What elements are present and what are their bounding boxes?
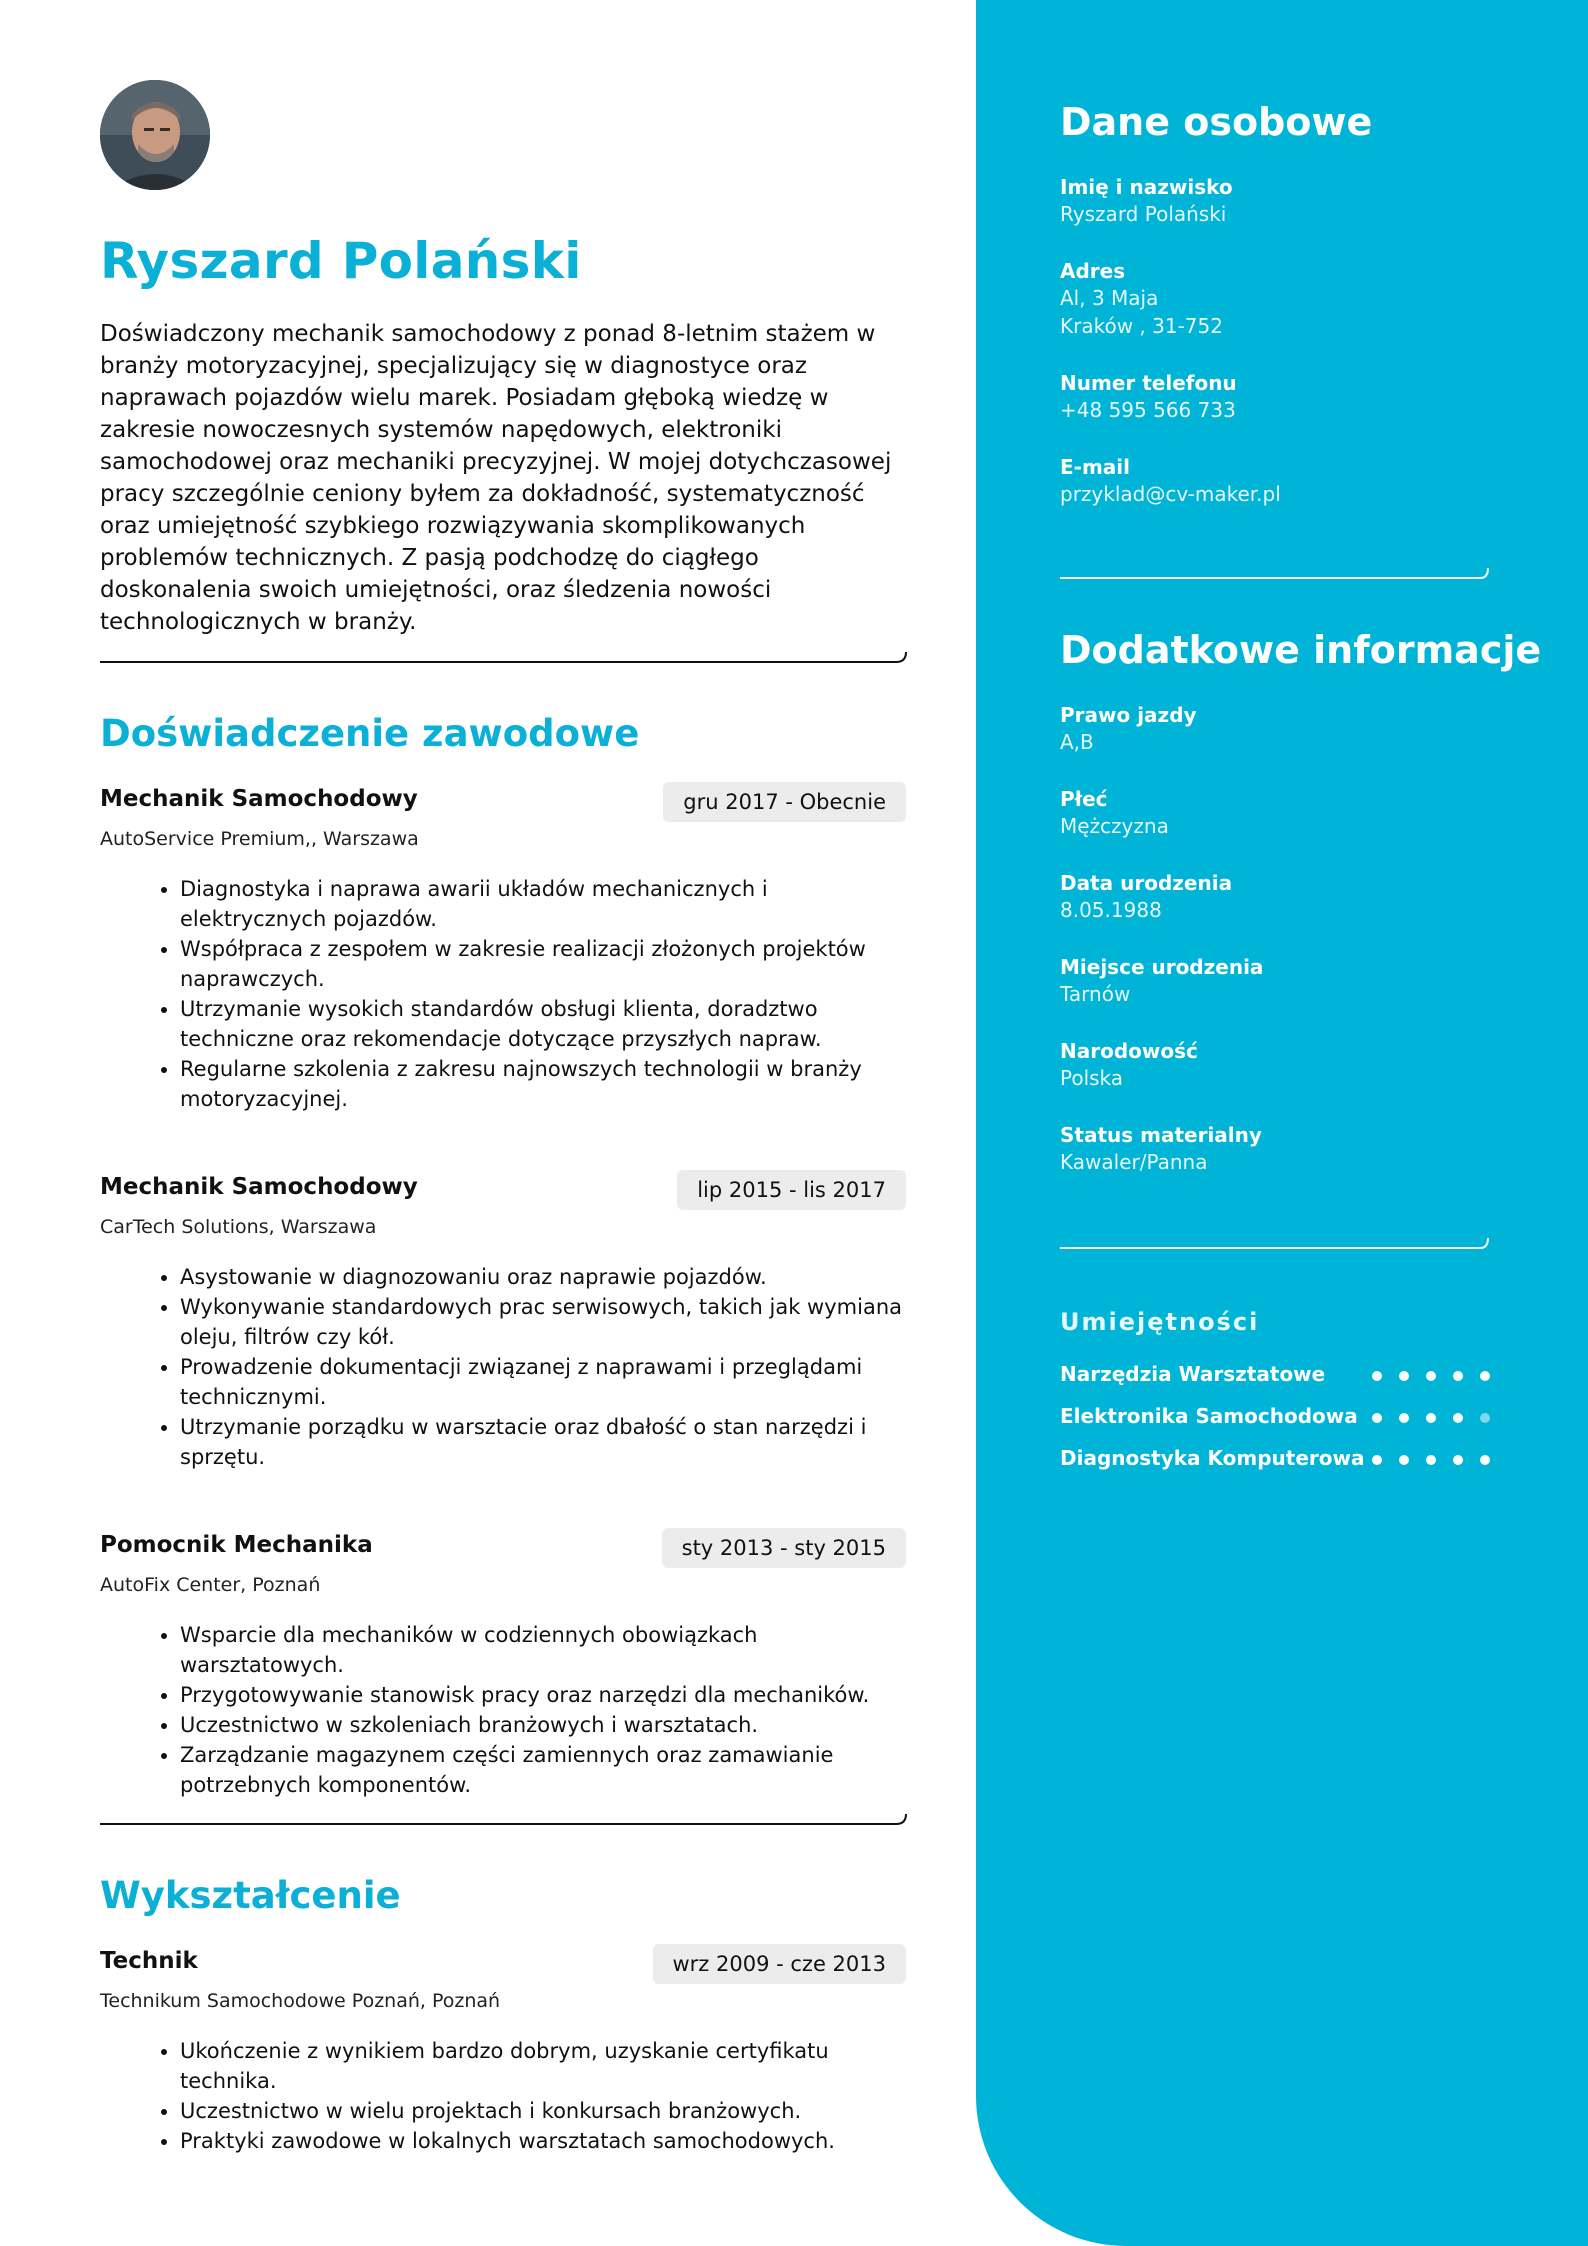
skill-dot-filled [1426, 1455, 1436, 1465]
job-header [100, 1170, 906, 1212]
skill-dot-filled [1372, 1455, 1382, 1465]
job-entry [100, 1170, 906, 1472]
skills-heading: Umiejętności [1060, 1308, 1260, 1336]
sidebar-divider [1060, 1234, 1490, 1250]
additional-info-heading: Dodatkowe informacje [1060, 628, 1542, 672]
list-item: • Uczestnictwo w szkoleniach branżowych i warsztatach. [180, 1710, 906, 1740]
job-company: AutoService Premium,, Warszawa [100, 828, 419, 850]
field-label: Narodowość [1060, 1039, 1198, 1063]
candidate-name: Ryszard Polański [100, 232, 582, 290]
experience-heading: Doświadczenie zawodowe [100, 712, 640, 755]
personal-data-heading: Dane osobowe [1060, 100, 1373, 144]
avatar [100, 80, 210, 190]
education-entry [100, 1944, 906, 2156]
sidebar [976, 0, 1588, 2246]
list-item: • Utrzymanie porządku w warsztacie oraz dbałość o stan narzędzi i sprzętu. [180, 1412, 906, 1472]
profile-summary: Doświadczony mechanik samochodowy z ponad 8-letnim stażem w branży motoryzacyjnej, specjalizujący się w diagnostyce oraz naprawach pojazdów wielu marek. Posiadam głęboką wiedzę w zakresie nowoczesnych systemów napędowych, elektroniki samochodowej oraz mechaniki precyzyjnej. W mojej dotychczasowej pracy szczególnie ceniony byłem za dokładność, systematyczność oraz umiejętność szybkiego rozwiązywania skomplikowanych problemów technicznych. Z pasją podchodzę do ciągłego doskonalenia swoich umiejętności, oraz śledzenia nowości technologicznych w branży. [100, 321, 892, 635]
skill-name: Elektronika Samochodowa [1060, 1404, 1358, 1428]
list-item: • Asystowanie w diagnozowaniu oraz naprawie pojazdów. [180, 1262, 906, 1292]
skill-level-dots [1372, 1455, 1490, 1467]
field-value: +48 595 566 733 [1060, 398, 1236, 422]
job-header [100, 1528, 906, 1570]
skill-dot-filled [1480, 1455, 1490, 1465]
job-duties-list [100, 874, 906, 1114]
sidebar-divider [1060, 564, 1490, 580]
field-nationality [1060, 1038, 1520, 1092]
field-value: Ryszard Polański [1060, 202, 1227, 226]
job-company: AutoFix Center, Poznań [100, 1574, 321, 1596]
field-value: Polska [1060, 1066, 1124, 1090]
job-date-badge: sty 2013 - sty 2015 [662, 1528, 906, 1568]
list-item: • Przygotowywanie stanowisk pracy oraz narzędzi dla mechaników. [180, 1680, 906, 1710]
list-item: • Uczestnictwo w wielu projektach i konkursach branżowych. [180, 2096, 906, 2126]
skill-row [1060, 1404, 1490, 1434]
skill-dot-filled [1372, 1413, 1382, 1423]
skill-dot-empty [1480, 1413, 1490, 1423]
field-value: 8.05.1988 [1060, 898, 1162, 922]
education-school: Technikum Samochodowe Poznań, Poznań [100, 1990, 501, 2012]
field-label: Miejsce urodzenia [1060, 955, 1264, 979]
field-full-name [1060, 174, 1520, 228]
list-item: • Zarządzanie magazynem części zamiennych oraz zamawianie potrzebnych komponentów. [180, 1740, 906, 1800]
skill-dot-filled [1453, 1413, 1463, 1423]
field-value: Tarnów [1060, 982, 1131, 1006]
skill-dot-filled [1426, 1371, 1436, 1381]
field-label: Status materialny [1060, 1123, 1262, 1147]
list-item: • Praktyki zawodowe w lokalnych warsztatach samochodowych. [180, 2126, 906, 2156]
field-address [1060, 258, 1520, 340]
skill-dot-filled [1399, 1371, 1409, 1381]
education-details-list [100, 2036, 906, 2156]
list-item: • Współpraca z zespołem w zakresie realizacji złożonych projektów naprawczych. [180, 934, 906, 994]
skill-name: Diagnostyka Komputerowa [1060, 1446, 1365, 1470]
field-value: Al, 3 Maja [1060, 286, 1159, 310]
skill-level-dots [1372, 1413, 1490, 1425]
job-header [100, 782, 906, 824]
skill-dot-filled [1426, 1413, 1436, 1423]
skill-level-dots [1372, 1371, 1490, 1383]
field-value: A,B [1060, 730, 1094, 754]
list-item: • Utrzymanie wysokich standardów obsługi klienta, doradztwo techniczne oraz rekomendacje dotyczące przyszłych napraw. [180, 994, 906, 1054]
field-email [1060, 454, 1520, 508]
job-duties-list [100, 1620, 906, 1800]
job-entry [100, 782, 906, 1114]
job-company: CarTech Solutions, Warszawa [100, 1216, 377, 1238]
skill-dot-filled [1453, 1371, 1463, 1381]
field-label: E-mail [1060, 455, 1131, 479]
job-date-badge: gru 2017 - Obecnie [663, 782, 906, 822]
field-value: przyklad@cv-maker.pl [1060, 482, 1281, 506]
list-item: • Diagnostyka i naprawa awarii układów mechanicznych i elektrycznych pojazdów. [180, 874, 906, 934]
job-title: Mechanik Samochodowy [100, 1174, 418, 1200]
field-birth-date [1060, 870, 1520, 924]
skill-dot-filled [1399, 1413, 1409, 1423]
section-divider [100, 648, 908, 664]
list-item: • Wykonywanie standardowych prac serwisowych, takich jak wymiana oleju, filtrów czy kół. [180, 1292, 906, 1352]
education-title: Technik [100, 1948, 198, 1974]
job-title: Pomocnik Mechanika [100, 1532, 373, 1558]
field-phone [1060, 370, 1520, 424]
skill-name: Narzędzia Warsztatowe [1060, 1362, 1326, 1386]
field-label: Płeć [1060, 787, 1108, 811]
field-label: Prawo jazdy [1060, 703, 1197, 727]
field-label: Numer telefonu [1060, 371, 1237, 395]
skill-dot-filled [1372, 1371, 1382, 1381]
skill-row [1060, 1446, 1490, 1476]
job-date-badge: lip 2015 - lis 2017 [677, 1170, 906, 1210]
field-value: Mężczyzna [1060, 814, 1169, 838]
list-item: • Prowadzenie dokumentacji związanej z naprawami i przeglądami technicznymi. [180, 1352, 906, 1412]
field-driving-license [1060, 702, 1520, 756]
list-item: • Wsparcie dla mechaników w codziennych obowiązkach warsztatowych. [180, 1620, 906, 1680]
job-entry [100, 1528, 906, 1800]
education-date-badge: wrz 2009 - cze 2013 [653, 1944, 907, 1984]
field-label: Imię i nazwisko [1060, 175, 1233, 199]
list-item: • Regularne szkolenia z zakresu najnowszych technologii w branży motoryzacyjnej. [180, 1054, 906, 1114]
skill-dot-filled [1480, 1371, 1490, 1381]
field-marital-status [1060, 1122, 1520, 1176]
job-title: Mechanik Samochodowy [100, 786, 418, 812]
field-gender [1060, 786, 1520, 840]
skill-dot-filled [1453, 1455, 1463, 1465]
field-birth-place [1060, 954, 1520, 1008]
education-heading: Wykształcenie [100, 1874, 401, 1917]
field-label: Data urodzenia [1060, 871, 1233, 895]
job-duties-list [100, 1262, 906, 1472]
list-item: • Ukończenie z wynikiem bardzo dobrym, uzyskanie certyfikatu technika. [180, 2036, 906, 2096]
education-header [100, 1944, 906, 1986]
skill-dot-filled [1399, 1455, 1409, 1465]
section-divider [100, 1810, 908, 1826]
field-value: Kraków , 31-752 [1060, 314, 1223, 338]
skill-row [1060, 1362, 1490, 1392]
field-value: Kawaler/Panna [1060, 1150, 1208, 1174]
field-label: Adres [1060, 259, 1126, 283]
avatar-photo-icon [100, 80, 210, 190]
